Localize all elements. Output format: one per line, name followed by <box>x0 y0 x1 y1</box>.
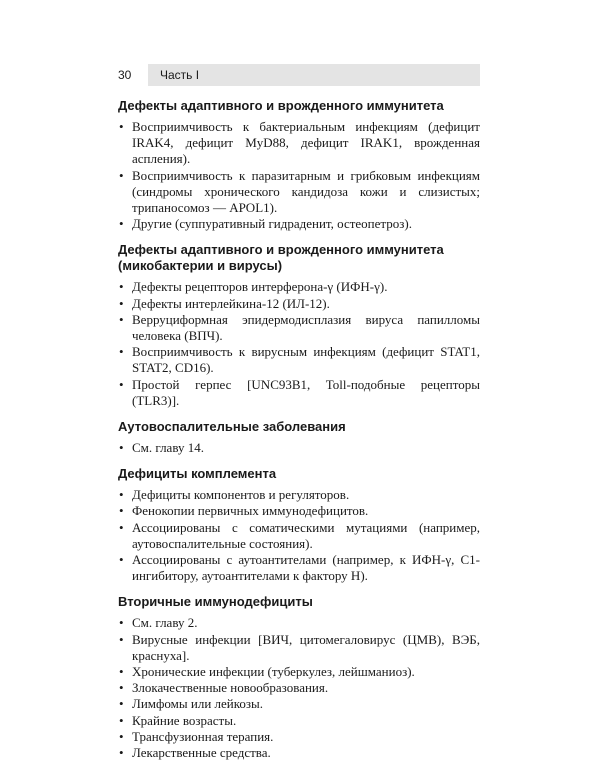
header-band <box>148 64 480 86</box>
running-header <box>118 64 480 86</box>
list-item: • Злокачественные новообразования. <box>118 680 480 696</box>
bullet-list <box>118 119 480 232</box>
bullet-list <box>118 279 480 409</box>
list-item: • Дефекты рецепторов интерферона-γ (ИФН-γ). <box>118 279 480 295</box>
list-item: • Дефициты компонентов и регуляторов. <box>118 487 480 503</box>
list-item: • См. главу 2. <box>118 615 480 631</box>
section <box>118 242 480 409</box>
list-item: • См. главу 14. <box>118 440 480 456</box>
list-item: • Восприимчивость к вирусным инфекциям (дефицит STAT1, STAT2, CD16). <box>118 344 480 376</box>
section <box>118 466 480 584</box>
list-item: • Трансфузионная терапия. <box>118 729 480 745</box>
list-item: • Хронические инфекции (туберкулез, лейшманиоз). <box>118 664 480 680</box>
section <box>118 594 480 761</box>
list-item: • Лимфомы или лейкозы. <box>118 696 480 712</box>
bullet-list <box>118 487 480 584</box>
section <box>118 98 480 232</box>
section-title: Дефекты адаптивного и врожденного иммунитета <box>118 98 444 113</box>
list-item: • Восприимчивость к паразитарным и грибковым инфекциям (синдромы хронического кандидоза кожи и слизистых; трипаносомоз — APOL1). <box>118 168 480 217</box>
page-content <box>118 92 480 761</box>
list-item: • Лекарственные средства. <box>118 745 480 761</box>
list-item: • Фенокопии первичных иммунодефицитов. <box>118 503 480 519</box>
list-item: • Крайние возрасты. <box>118 713 480 729</box>
list-item: • Восприимчивость к бактериальным инфекциям (дефицит IRAK4, дефицит MyD88, дефицит IRAK1, врожденная аспления). <box>118 119 480 168</box>
list-item: • Вирусные инфекции [ВИЧ, цитомегаловирус (ЦМВ), ВЭБ, краснуха]. <box>118 632 480 664</box>
list-item: • Ассоциированы с аутоантителами (например, к ИФН-γ, C1-ингибитору, аутоантителами к фактору H). <box>118 552 480 584</box>
part-label: Часть I <box>160 68 200 82</box>
bullet-list <box>118 440 480 456</box>
list-item: • Ассоциированы с соматическими мутациями (например, аутовоспалительные состояния). <box>118 520 480 552</box>
section-title: Аутовоспалительные заболевания <box>118 419 346 435</box>
page-number: 30 <box>118 68 132 82</box>
list-item: • Другие (суппуративный гидраденит, остеопетроз). <box>118 216 480 232</box>
section <box>118 419 480 456</box>
section-title: Вторичные иммунодефициты <box>118 594 313 610</box>
list-item: • Простой герпес [UNC93B1, Toll-подобные рецепторы (TLR3)]. <box>118 377 480 409</box>
bullet-list <box>118 615 480 761</box>
list-item: • Верруциформная эпидермодисплазия вируса папилломы человека (ВПЧ). <box>118 312 480 344</box>
section-title: Дефекты адаптивного и врожденного иммунитета (микобактерии и вирусы) <box>118 242 444 274</box>
section-title: Дефициты комплемента <box>118 466 277 482</box>
list-item: • Дефекты интерлейкина-12 (ИЛ-12). <box>118 296 480 312</box>
